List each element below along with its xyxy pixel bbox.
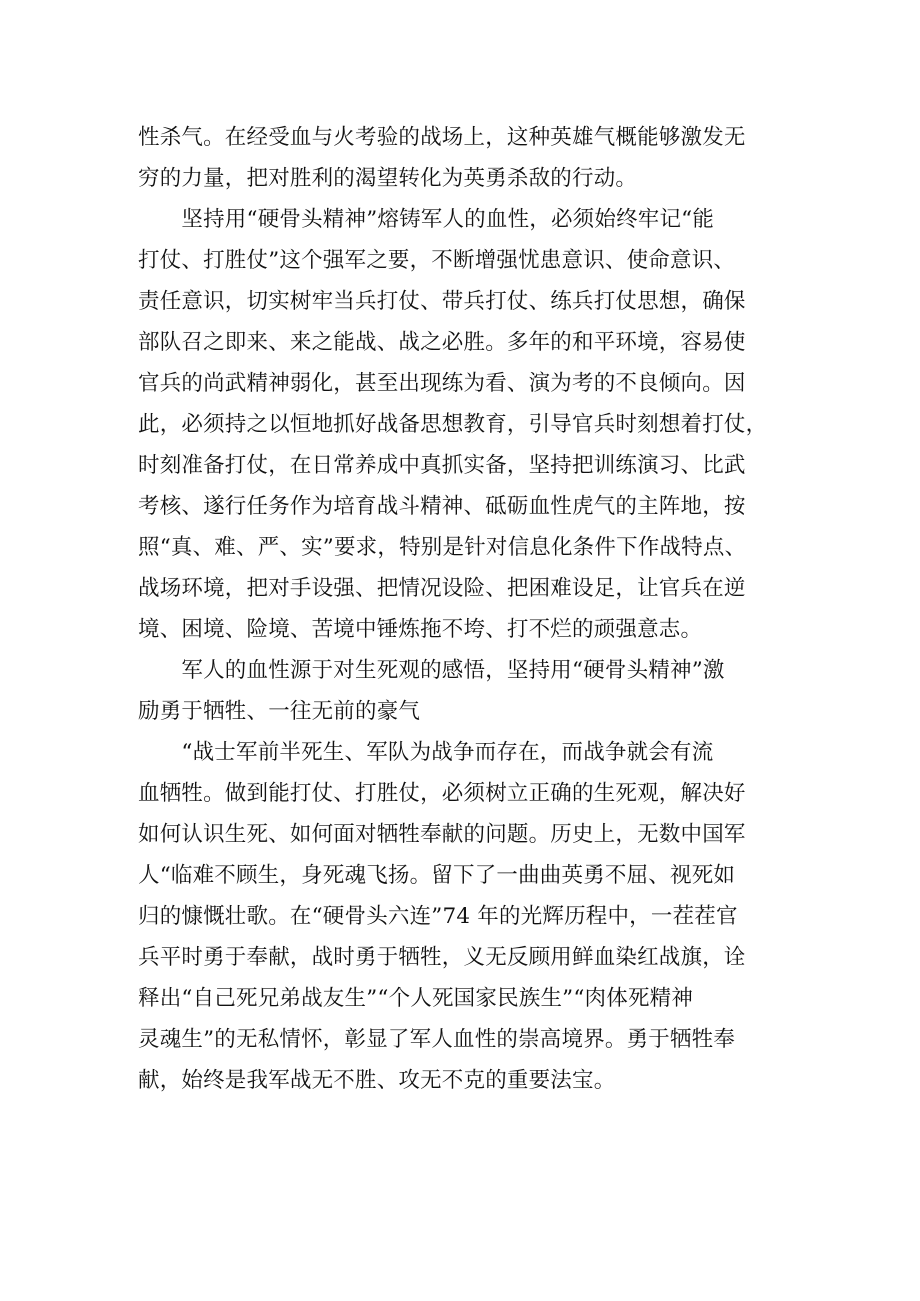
text-line: 照“真、难、严、实”要求，特别是针对信息化条件下作战特点、	[138, 535, 747, 560]
text-line: 此，必须持之以恒地抓好战备思想教育，引导官兵时刻想着打仗，	[138, 412, 768, 437]
text-line: 归的慷慨壮歌。在“硬骨头六连”74 年的光辉历程中，一茬茬官	[138, 904, 738, 929]
text-line: 责任意识，切实树牢当兵打仗、带兵打仗、练兵打仗思想，确保	[138, 289, 746, 314]
text-line: 时刻准备打仗，在日常养成中真抓实备，坚持把训练演习、比武	[138, 453, 746, 478]
text-line: 部队召之即来、来之能战、战之必胜。多年的和平环境，容易使	[138, 330, 746, 355]
document-body	[138, 117, 790, 1101]
text-line: 兵平时勇于奉献，战时勇于牺牲，义无反顾用鲜血染红战旗，诠	[138, 945, 746, 970]
text-line: 释出“自己死兄弟战友生”“个人死国家民族生”“肉体死精神	[138, 986, 694, 1011]
text-line: 性杀气。在经受血与火考验的战场上，这种英雄气概能够激发无	[138, 125, 746, 150]
text-line: 血牺牲。做到能打仗、打胜仗，必须树立正确的生死观，解决好	[138, 781, 746, 806]
text-line: 战场环境，把对手设强、把情况设险、把困难设足，让官兵在逆	[138, 576, 746, 601]
text-line: 如何认识生死、如何面对牺牲奉献的问题。历史上，无数中国军	[138, 822, 746, 847]
text-line: 坚持用“硬骨头精神”熔铸军人的血性，必须始终牢记“能	[138, 207, 715, 232]
text-line: 境、困境、险境、苦境中锤炼拖不垮、打不烂的顽强意志。	[138, 617, 703, 642]
text-line: 献，始终是我军战无不胜、攻无不克的重要法宝。	[138, 1068, 616, 1093]
text-line: “战士军前半死生、军队为战争而存在，而战争就会有流	[138, 740, 714, 765]
text-line: 穷的力量，把对胜利的渴望转化为英勇杀敌的行动。	[138, 166, 638, 191]
text-line: 励勇于牺牲、一往无前的豪气	[138, 699, 421, 724]
text-line: 官兵的尚武精神弱化，甚至出现练为看、演为考的不良倾向。因	[138, 371, 746, 396]
text-line: 灵魂生”的无私情怀，彰显了军人血性的崇高境界。勇于牺牲奉	[138, 1027, 736, 1052]
text-line: 人“临难不顾生，身死魂飞扬。留下了一曲曲英勇不屈、视死如	[138, 863, 736, 888]
text-line: 考核、遂行任务作为培育战斗精神、砥砺血性虎气的主阵地，按	[138, 494, 746, 519]
text-line: 军人的血性源于对生死观的感悟，坚持用“硬骨头精神”激	[138, 658, 725, 683]
text-line: 打仗、打胜仗”这个强军之要，不断增强忧患意识、使命意识、	[138, 248, 736, 273]
